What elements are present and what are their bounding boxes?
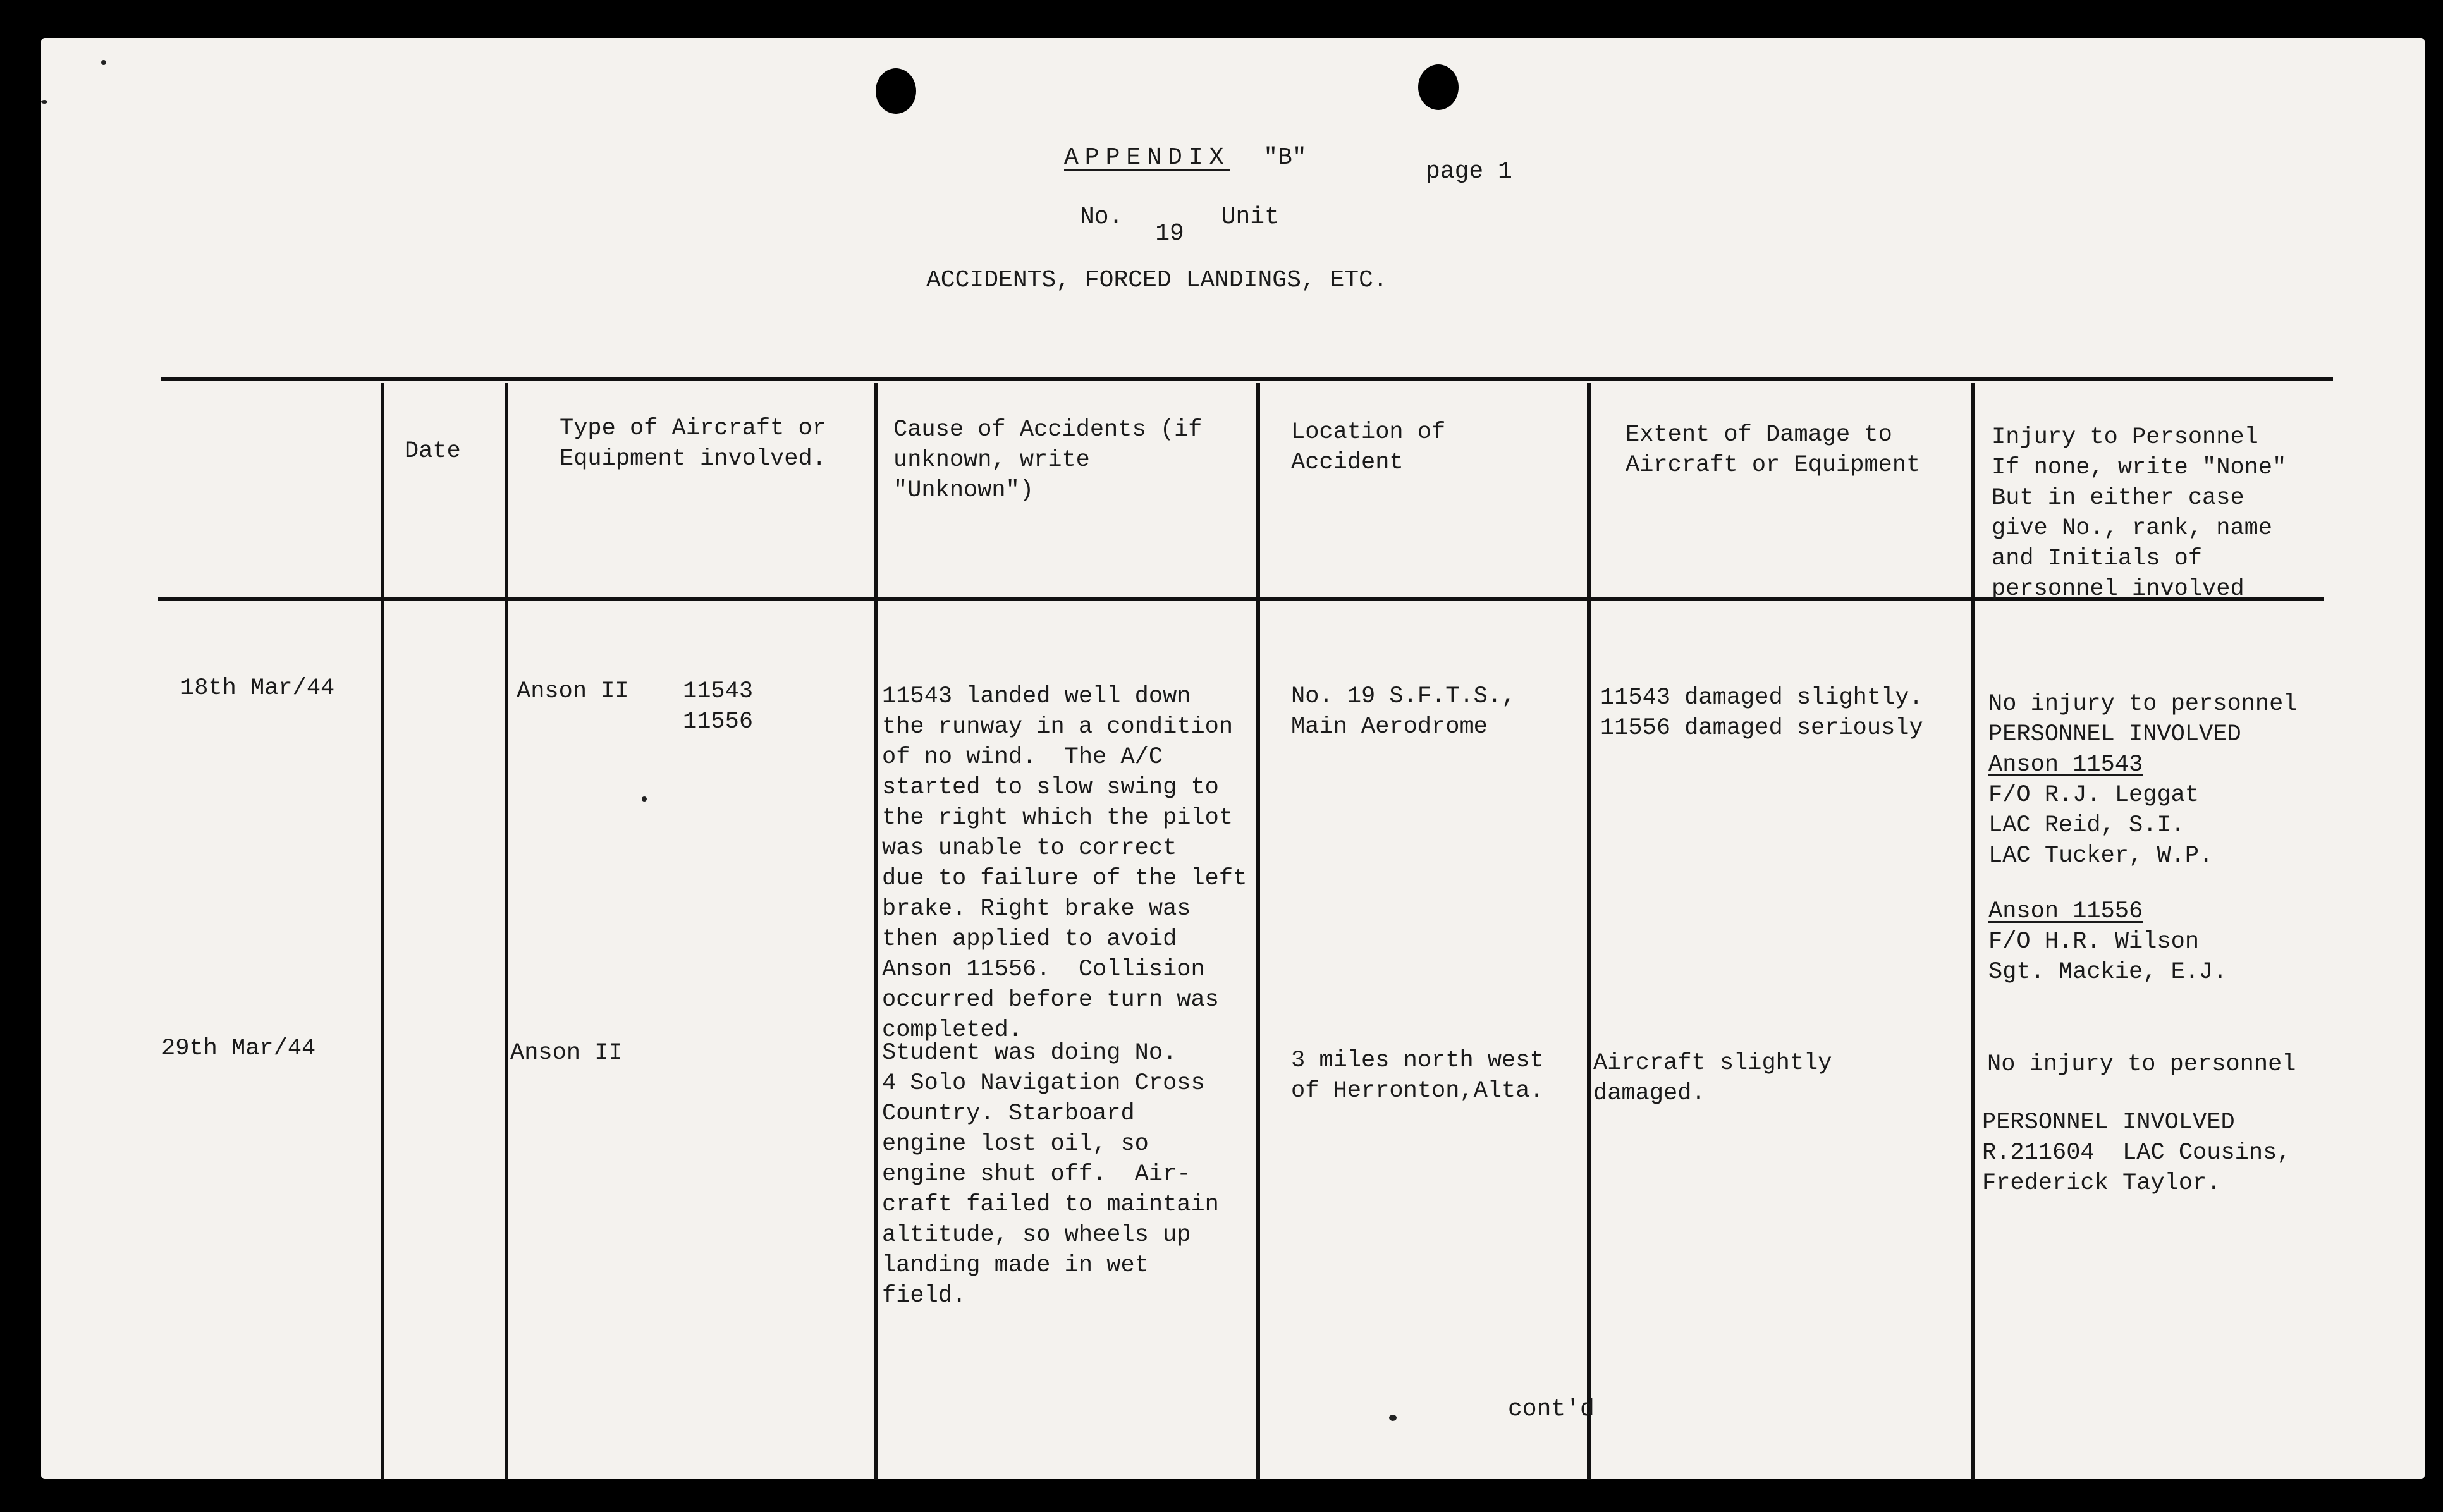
speck [1389, 1415, 1397, 1421]
row-date: 18th Mar/44 [180, 675, 335, 702]
row-aircraft-numbers: 11543 11556 [683, 678, 754, 735]
speck [41, 100, 47, 104]
row-location: 3 miles north west of Herronton,Alta. [1291, 1047, 1544, 1104]
column-divider [1971, 383, 1975, 1480]
row-cause: 11543 landed well down the runway in a condition of no wind. The A/C started to slow swing to the right which the pilot was unable to correct due to failure of the left brake. Right brake was then applied to avoid Anson 11556. Collision occurred before turn was completed. [882, 683, 1247, 1044]
column-divider [505, 383, 508, 1480]
header-injury: Injury to Personnel If none, write "None" But in either case give No., rank, name and Initials of personnel involved [1992, 424, 2287, 602]
row-damage: Aircraft slightly damaged. [1593, 1050, 1832, 1107]
column-divider [874, 383, 878, 1480]
header-date: Date [405, 438, 461, 465]
continued-note: cont'd [1508, 1396, 1595, 1423]
form-title: ACCIDENTS, FORCED LANDINGS, ETC. [926, 267, 1388, 294]
row-injury-rest: PERSONNEL INVOLVED R.211604 LAC Cousins, Frederick Taylor. [1982, 1109, 2291, 1197]
row-aircraft-type: Anson II [517, 678, 629, 705]
row-injury-line1: No injury to personnel [1987, 1051, 2296, 1078]
appendix-heading [1064, 144, 1307, 171]
appendix-word: APPENDIX [1064, 144, 1230, 171]
row-injury-group-people: F/O R.J. Leggat LAC Reid, S.I. LAC Tucker, W.P. [1988, 782, 2213, 869]
row-injury-line2: PERSONNEL INVOLVED [1988, 721, 2241, 748]
unit-prefix: No. [1080, 204, 1124, 231]
header-damage: Extent of Damage to Aircraft or Equipment [1626, 422, 1921, 479]
table-top-rule [161, 377, 2333, 381]
column-divider [381, 383, 384, 1480]
unit-line [1080, 204, 1279, 247]
row-date: 29th Mar/44 [161, 1035, 316, 1062]
row-aircraft-type: Anson II [510, 1040, 623, 1066]
row-cause: Student was doing No. 4 Solo Navigation Cross Country. Starboard engine lost oil, so engine shut off. Air- craft failed to maintain altitude, so wheels up landing made in wet field. [882, 1040, 1219, 1309]
speck [642, 796, 647, 802]
column-divider [1587, 383, 1591, 1480]
punch-hole-right [1418, 64, 1459, 110]
row-injury-line1: No injury to personnel [1988, 691, 2298, 717]
row-injury-group-title: Anson 11543 [1988, 752, 2143, 778]
unit-suffix: Unit [1221, 204, 1279, 231]
row-location: No. 19 S.F.T.S., Main Aerodrome [1291, 683, 1516, 740]
appendix-letter: "B" [1263, 144, 1307, 171]
row-injury-group-title: Anson 11556 [1988, 898, 2143, 925]
header-aircraft: Type of Aircraft or Equipment involved. [560, 415, 826, 472]
column-divider [1256, 383, 1260, 1480]
header-location: Location of Accident [1291, 419, 1446, 476]
punch-hole-left [876, 68, 916, 114]
header-cause: Cause of Accidents (if unknown, write "Unknown") [893, 417, 1203, 504]
row-injury-group-people: F/O H.R. Wilson Sgt. Mackie, E.J. [1988, 929, 2227, 985]
row-damage: 11543 damaged slightly. 11556 damaged seriously [1600, 685, 1923, 741]
page-number: page 1 [1426, 158, 1512, 185]
speck [101, 60, 106, 65]
unit-number: 19 [1155, 220, 1184, 247]
document-sheet [41, 38, 2425, 1479]
